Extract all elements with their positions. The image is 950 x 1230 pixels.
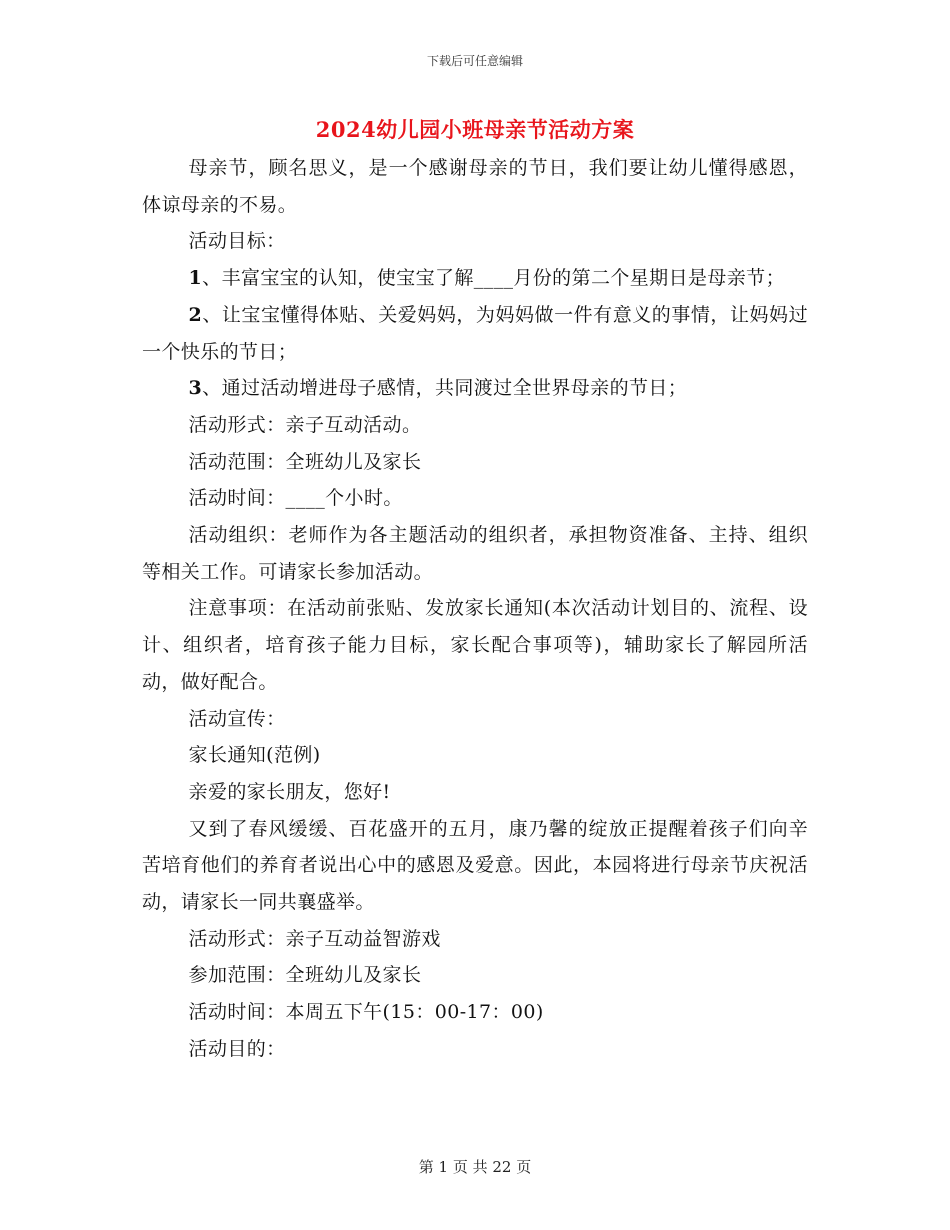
list-number: 3: [188, 377, 203, 400]
paragraph-goal-3: 3、通过活动增进母子感情，共同渡过全世界母亲的节日；: [188, 377, 688, 400]
paragraph-goal-2: 2、让宝宝懂得体贴、关爱妈妈，为妈妈做一件有意义的事情，让妈妈过一个快乐的节日；: [142, 303, 808, 363]
paragraph-notice-body: 又到了春风缓缓、百花盛开的五月，康乃馨的绽放正提醒着孩子们向辛苦培育他们的养育者说出心中的感恩及爱意。因此，本园将进行母亲节庆祝活动，请家长一同共襄盛举。: [142, 817, 808, 914]
paragraph-goal-1: 1、丰富宝宝的认知，使宝宝了解____月份的第二个星期日是母亲节；: [188, 267, 785, 290]
paragraph-greeting: 亲爱的家长朋友，您好!: [188, 780, 391, 803]
list-number: 2: [188, 303, 203, 326]
document-title: 2024幼儿园小班母亲节活动方案: [315, 117, 635, 142]
list-number: 1: [188, 267, 203, 290]
paragraph-goals-heading: 活动目标：: [188, 230, 286, 253]
paragraph-intro: 母亲节，顾名思义，是一个感谢母亲的节日，我们要让幼儿懂得感恩，体谅母亲的不易。: [142, 157, 808, 216]
paragraph-notice-form: 活动形式：亲子互动益智游戏: [188, 927, 441, 950]
page-footer: 第 1 页 共 22 页: [418, 1158, 532, 1176]
paragraph-notice-scope: 参加范围：全班幼儿及家长: [188, 964, 422, 987]
paragraph-notice-heading: 家长通知(范例): [188, 744, 321, 767]
paragraph-activity-time: 活动时间：____个小时。: [188, 487, 403, 510]
paragraph-publicity-heading: 活动宣传：: [188, 707, 286, 730]
paragraph-activity-organization: 活动组织：老师作为各主题活动的组织者，承担物资准备、主持、组织等相关工作。可请家长参加活动。: [142, 524, 808, 583]
paragraph-notes: 注意事项：在活动前张贴、发放家长通知(本次活动计划目的、流程、设计、组织者，培育孩子能力目标，家长配合事项等)，辅助家长了解园所活动，做好配合。: [142, 597, 808, 693]
paragraph-notice-purpose: 活动目的：: [188, 1037, 286, 1060]
document-body: [142, 150, 808, 1068]
paragraph-notice-time: 活动时间：本周五下午(15：00-17：00): [188, 1001, 544, 1024]
paragraph-activity-form: 活动形式：亲子互动活动。: [188, 413, 422, 436]
page-header: 下载后可任意编辑: [426, 54, 523, 68]
paragraph-activity-scope: 活动范围：全班幼儿及家长: [188, 450, 422, 473]
